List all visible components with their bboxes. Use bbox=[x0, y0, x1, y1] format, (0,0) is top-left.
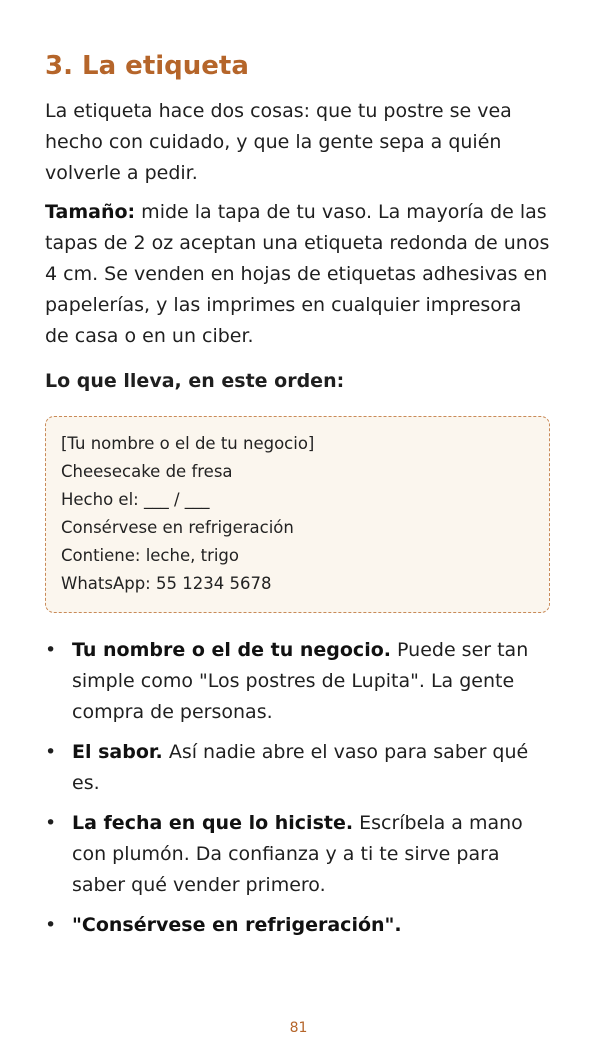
list-item-bold: Tu nombre o el de tu negocio. bbox=[72, 639, 391, 661]
page-number: 81 bbox=[289, 1020, 308, 1036]
size-paragraph bbox=[45, 197, 550, 352]
bullet-icon: • bbox=[45, 914, 57, 936]
order-heading: Lo que lleva, en este orden: bbox=[45, 370, 345, 392]
list-item-text bbox=[72, 737, 550, 799]
list-item bbox=[45, 635, 550, 728]
bullet-icon: • bbox=[45, 741, 57, 763]
bullet-icon: • bbox=[45, 812, 57, 834]
list-item-text bbox=[72, 635, 550, 728]
list-item-text bbox=[72, 910, 550, 941]
size-text: mide la tapa de tu vaso. La mayoría de las tapas de 2 oz aceptan una etiqueta redonda de unos 4 cm. Se venden en hojas de etiquetas adhesivas en papelerías, y las imprimes en cualquier impresora de casa o en un ciber. bbox=[45, 201, 550, 347]
section-title: 3. La etiqueta bbox=[45, 51, 249, 81]
list-item-bold: El sabor. bbox=[72, 741, 163, 763]
label-line-date: Hecho el: ___ / ___ bbox=[61, 490, 210, 509]
list-item-bold: "Consérvese en refrigeración". bbox=[72, 914, 402, 936]
list-item-bold: La fecha en que lo hiciste. bbox=[72, 812, 354, 834]
label-line-whatsapp: WhatsApp: 55 1234 5678 bbox=[61, 574, 272, 593]
size-label: Tamaño: bbox=[45, 201, 136, 223]
list-item-body: Puede ser tan simple como "Los postres de Lupita". La gente compra de personas. bbox=[72, 639, 529, 723]
page-content bbox=[45, 48, 550, 950]
list-item bbox=[45, 737, 550, 799]
list-item-text bbox=[72, 808, 550, 901]
label-line-flavor: Cheesecake de fresa bbox=[61, 462, 233, 481]
label-line-name: [Tu nombre o el de tu negocio] bbox=[61, 434, 315, 453]
list-item bbox=[45, 808, 550, 901]
list-item bbox=[45, 910, 550, 941]
label-line-allergens: Contiene: leche, trigo bbox=[61, 546, 240, 565]
intro-paragraph: La etiqueta hace dos cosas: que tu postre se vea hecho con cuidado, y que la gente sepa a quién volverle a pedir. bbox=[45, 100, 512, 184]
list-item-body: Así nadie abre el vaso para saber qué es. bbox=[72, 741, 529, 794]
label-contents-list bbox=[45, 635, 550, 941]
list-item-body: Escríbela a mano con plumón. Da confianza y a ti te sirve para saber qué vender primero. bbox=[72, 812, 523, 896]
label-line-storage: Consérvese en refrigeración bbox=[61, 518, 294, 537]
label-example-box bbox=[45, 416, 550, 613]
bullet-icon: • bbox=[45, 639, 57, 661]
